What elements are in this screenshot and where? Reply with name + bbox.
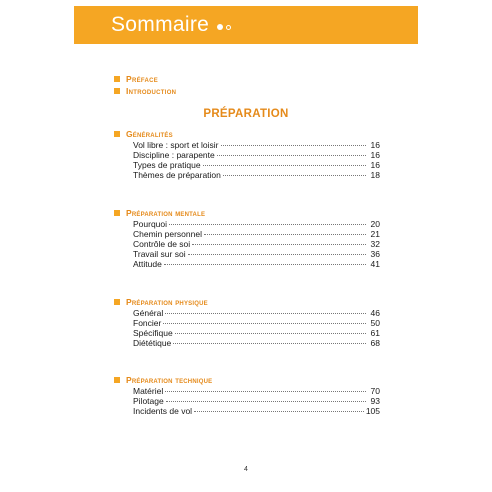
toc-entry[interactable] [114,308,380,318]
dot-leader [173,343,366,344]
toc-entry[interactable] [114,406,380,416]
entry-label: Attitude [133,259,162,269]
entry-page: 16 [370,150,380,160]
entry-label: Incidents de vol [133,406,193,416]
entry-page: 93 [370,396,380,406]
toc-entry[interactable] [114,170,380,180]
entry-label: Pourquoi [133,219,168,229]
toc-section-preparation-physique [114,296,380,348]
entry-label: Discipline : parapente [133,150,215,160]
entry-page: 61 [370,328,380,338]
square-bullet-icon [114,131,120,137]
section-title-label: Préparation mentale [126,208,206,218]
filled-dot-icon [217,24,223,30]
dot-leader [192,244,366,245]
dot-leader [221,145,366,146]
dot-leader [166,401,366,402]
toc-entry[interactable] [114,328,380,338]
toc-entry[interactable] [114,239,380,249]
toc-entry[interactable] [114,386,380,396]
dot-leader [194,411,364,412]
toc-entry[interactable] [114,140,380,150]
entry-label: Chemin personnel [133,229,202,239]
square-bullet-icon [114,299,120,305]
toc-section-generalites [114,128,380,180]
entry-label: Contrôle de soi [133,239,191,249]
section-title[interactable] [114,296,380,308]
toc-entry[interactable] [114,150,380,160]
document-page [74,0,418,492]
entry-label: Travail sur soi [133,249,186,259]
entry-page: 41 [370,259,380,269]
dot-leader [175,333,366,334]
section-title[interactable] [114,207,380,219]
toc-item-introduction[interactable] [114,86,176,96]
dot-leader [163,323,366,324]
entry-page: 21 [370,229,380,239]
toc-entry[interactable] [114,229,380,239]
entry-page: 36 [370,249,380,259]
toc-entry[interactable] [114,160,380,170]
entry-page: 16 [370,140,380,150]
entry-label: Thèmes de préparation [133,170,221,180]
hollow-dot-icon [226,25,231,30]
entry-label: Spécifique [133,328,173,338]
toc-section-preparation-technique [114,374,380,416]
toc-entry[interactable] [114,396,380,406]
dot-leader [217,155,366,156]
entry-page: 68 [370,338,380,348]
dot-leader [188,254,366,255]
entry-label: Pilotage [133,396,164,406]
square-bullet-icon [114,377,120,383]
entry-page: 50 [370,318,380,328]
entry-page: 105 [365,406,380,416]
toc-entry[interactable] [114,259,380,269]
entry-page: 46 [370,308,380,318]
entry-label: Matériel [133,386,164,396]
header-banner [74,6,418,44]
toc-item-label: Introduction [126,86,177,96]
entry-label: Vol libre : sport et loisir [133,140,219,150]
entry-label: Diététique [133,338,172,348]
entry-label: Types de pratique [133,160,201,170]
toc-entry[interactable] [114,219,380,229]
dot-leader [165,391,366,392]
toc-section-preparation-mentale [114,207,380,269]
square-bullet-icon [114,88,120,94]
toc-item-label: Préface [126,74,159,84]
dot-leader [164,264,366,265]
dot-leader [223,175,366,176]
section-title-label: Généralités [126,129,173,139]
square-bullet-icon [114,76,120,82]
section-title[interactable] [114,374,380,386]
dot-leader [165,313,366,314]
entry-page: 16 [370,160,380,170]
toc-entry[interactable] [114,318,380,328]
entry-page: 70 [370,386,380,396]
dot-leader [204,234,366,235]
square-bullet-icon [114,210,120,216]
entry-page: 20 [370,219,380,229]
toc-item-preface[interactable] [114,74,158,84]
page-title: Sommaire [111,13,210,36]
toc-entry[interactable] [114,338,380,348]
page-number: 4 [244,466,248,473]
entry-label: Général [133,308,164,318]
dot-leader [169,224,366,225]
section-title-label: Préparation physique [126,297,208,307]
section-title[interactable] [114,128,380,140]
entry-page: 32 [370,239,380,249]
entry-page: 18 [370,170,380,180]
section-title-label: Préparation technique [126,375,213,385]
toc-entry[interactable] [114,249,380,259]
dots-icon [217,24,231,30]
part-title: PRÉPARATION [203,108,289,120]
dot-leader [203,165,366,166]
entry-label: Foncier [133,318,162,328]
